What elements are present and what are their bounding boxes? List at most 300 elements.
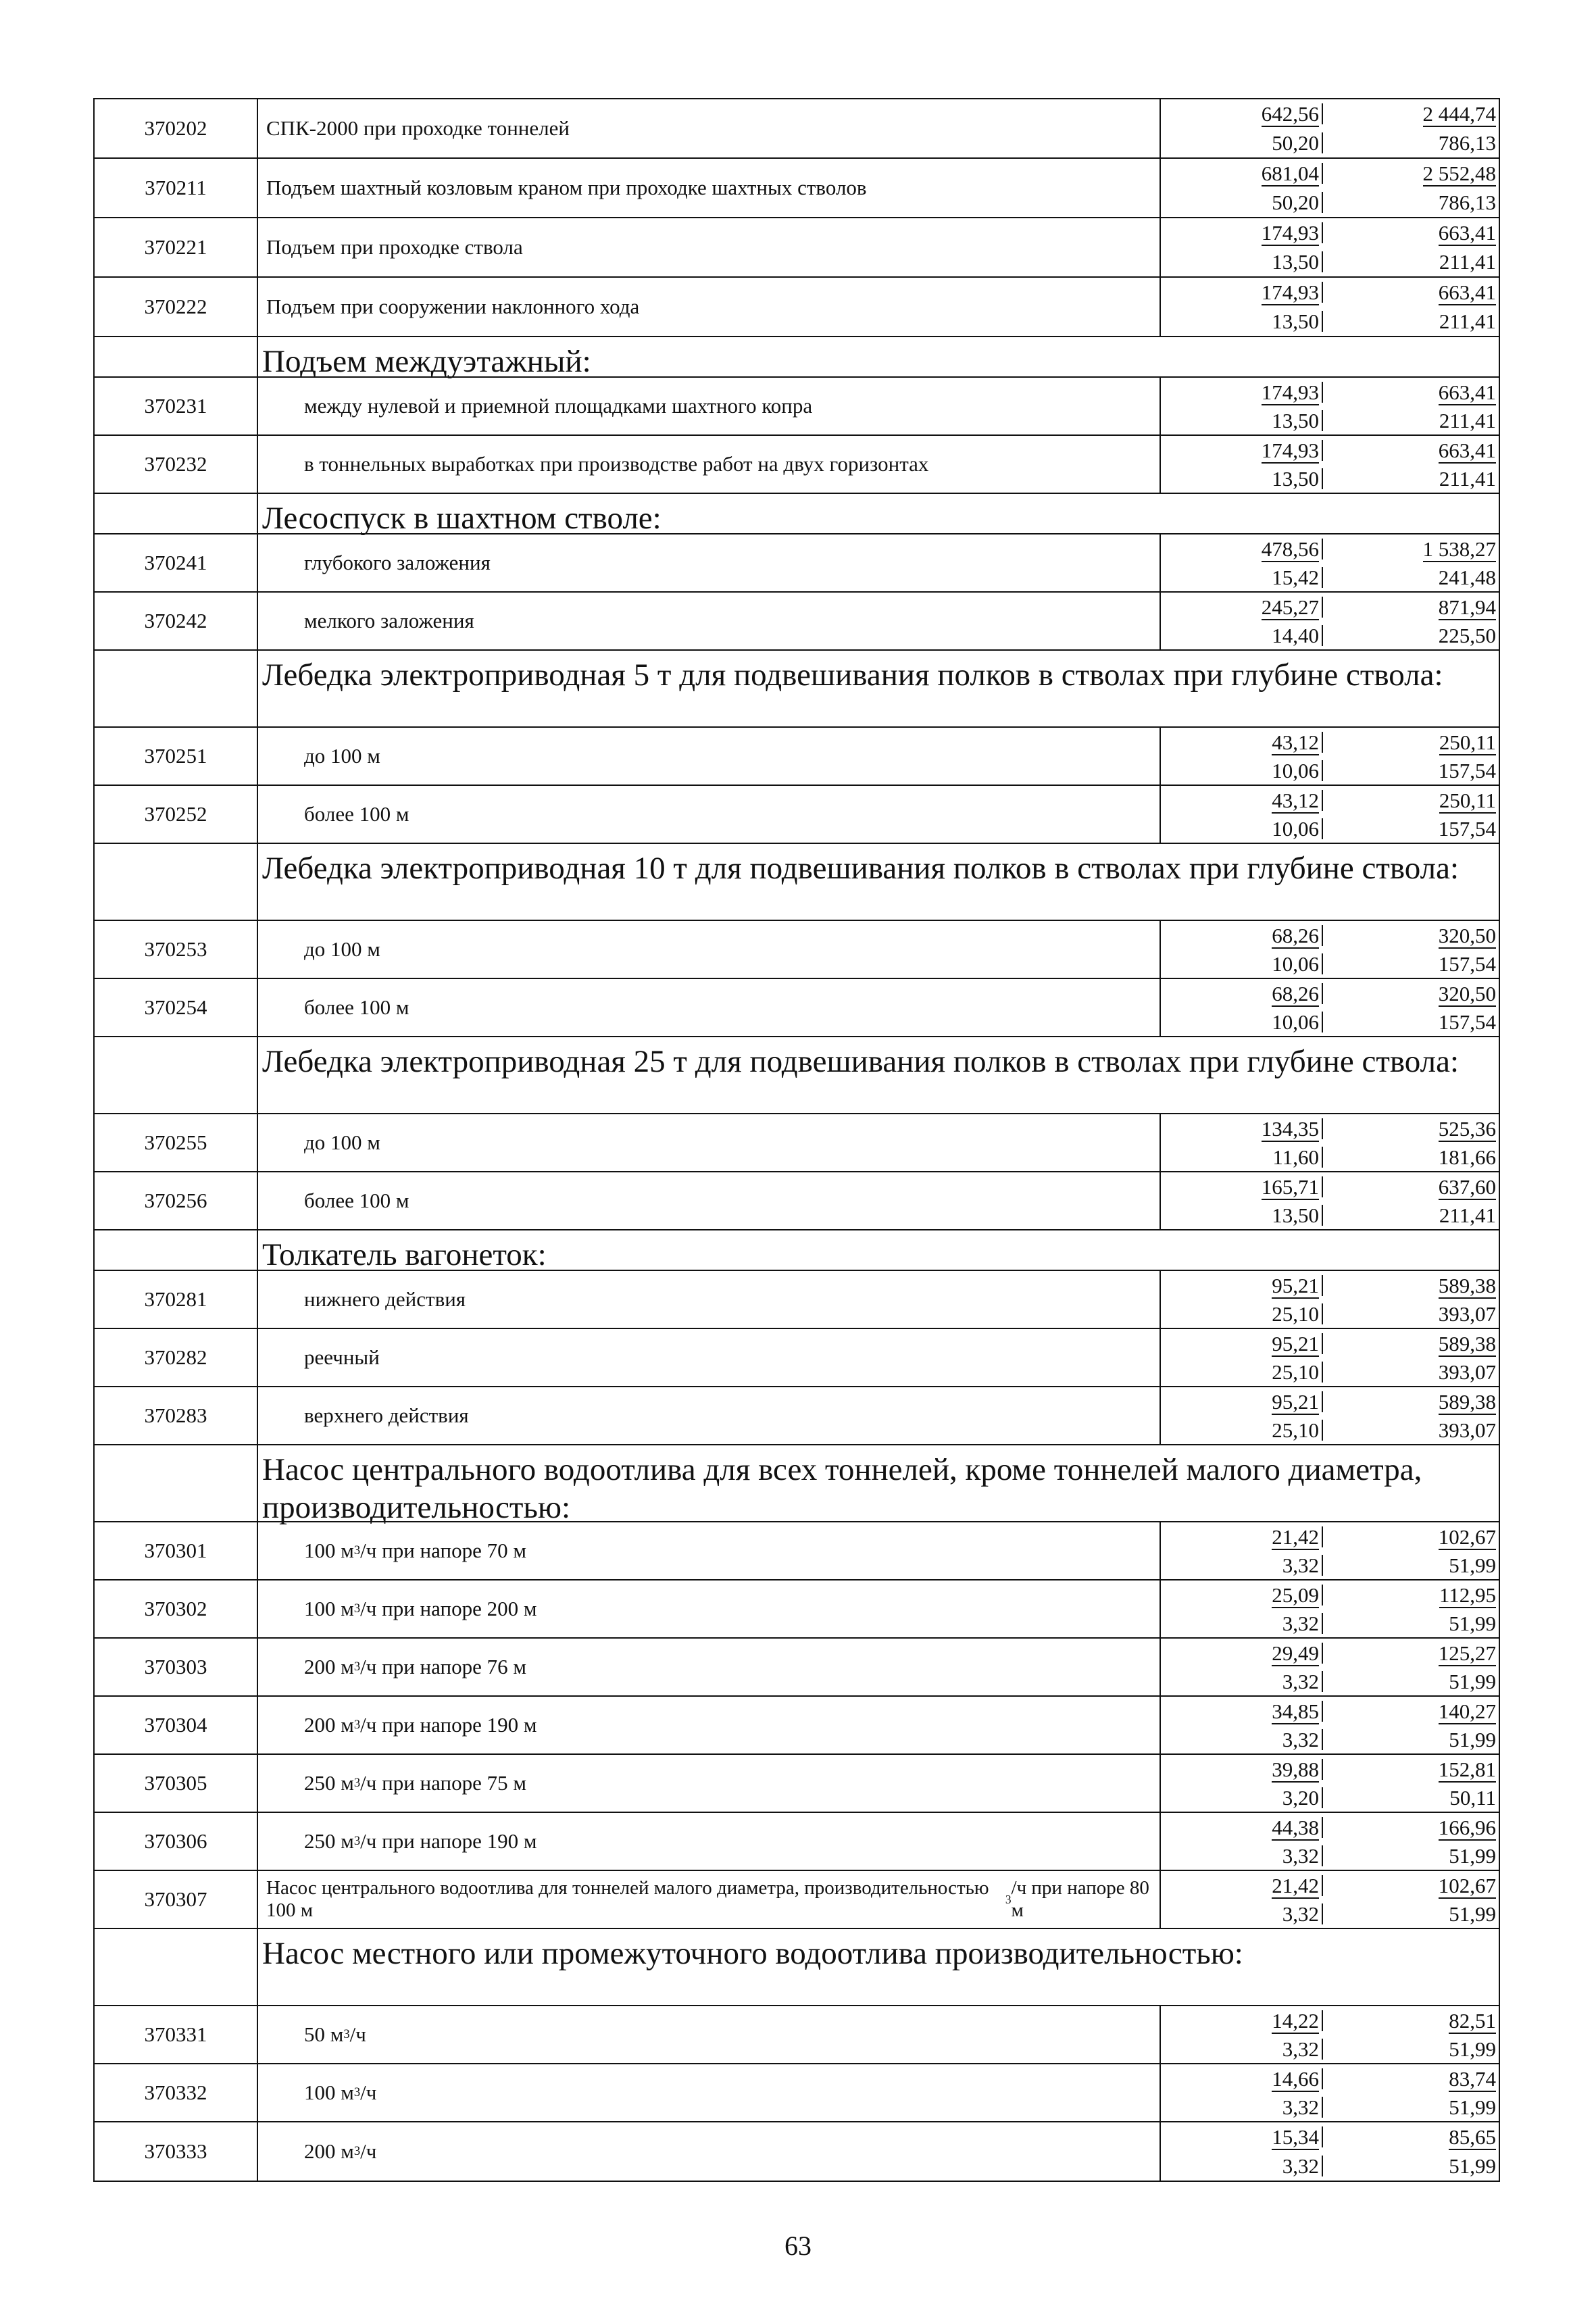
- row-name: нижнего действия: [258, 1271, 1161, 1328]
- value-c: [1323, 732, 1499, 753]
- value-c: [1323, 1275, 1499, 1296]
- row-name: в тоннельных выработках при производстве работ на двух горизонтах: [258, 436, 1161, 493]
- table-row: [95, 1271, 1499, 1329]
- value-text: 241,48: [1438, 565, 1496, 589]
- value-text: 51,99: [1449, 2037, 1496, 2061]
- value-text: 3,20: [1282, 1785, 1319, 1810]
- table-row: [95, 436, 1499, 494]
- value-text: 663,41: [1438, 280, 1496, 304]
- value-a: [1161, 732, 1323, 753]
- row-values: [1161, 218, 1499, 276]
- value-text: 102,67: [1438, 1873, 1496, 1897]
- row-code: 370222: [95, 278, 258, 336]
- value-text: 51,99: [1449, 1727, 1496, 1751]
- value-c: [1323, 597, 1499, 618]
- row-code: 370301: [95, 1522, 258, 1579]
- value-text: 13,50: [1272, 250, 1319, 274]
- value-d: [1323, 2039, 1499, 2060]
- value-c: [1323, 2126, 1499, 2147]
- section-heading: Лесоспуск в шахтном стволе:: [257, 494, 1499, 533]
- value-d: [1323, 1903, 1499, 1924]
- value-text: 3,32: [1282, 1669, 1319, 1693]
- value-d: [1323, 2097, 1499, 2118]
- section-heading-row: [95, 1929, 1499, 2006]
- value-b: [1161, 311, 1323, 332]
- value-text: 174,93: [1261, 438, 1319, 462]
- value-text: 50,20: [1272, 191, 1319, 214]
- value-a: [1161, 1817, 1323, 1838]
- empty-code-cell: [95, 651, 257, 726]
- value-text: 157,54: [1438, 758, 1496, 782]
- row-code: 370231: [95, 378, 258, 434]
- value-text: 637,60: [1438, 1174, 1496, 1199]
- value-text: 51,99: [1449, 1669, 1496, 1693]
- value-c: [1323, 1585, 1499, 1605]
- section-heading: Подъем междуэтажный:: [257, 337, 1499, 376]
- section-heading: Лебедка электроприводная 10 т для подвешивания полков в стволах при глубине ствола:: [257, 844, 1499, 920]
- row-code: 370281: [95, 1271, 258, 1328]
- row-name: 100 м 3 /ч: [258, 2064, 1161, 2121]
- table-row: [95, 1639, 1499, 1697]
- row-name: более 100 м: [258, 786, 1161, 843]
- value-text: 786,13: [1438, 131, 1496, 155]
- value-text: 15,34: [1272, 2125, 1319, 2149]
- table-row: [95, 2122, 1499, 2181]
- value-c: [1323, 382, 1499, 403]
- value-text: 3,32: [1282, 2154, 1319, 2178]
- value-a: [1161, 282, 1323, 303]
- value-d: [1323, 1845, 1499, 1866]
- value-c: [1323, 440, 1499, 461]
- value-text: 83,74: [1449, 2066, 1496, 2091]
- value-text: 393,07: [1438, 1418, 1496, 1442]
- row-values: [1161, 534, 1499, 591]
- value-b: [1161, 410, 1323, 431]
- value-text: 15,42: [1272, 565, 1319, 589]
- table-row: [95, 921, 1499, 979]
- value-d: [1323, 1362, 1499, 1383]
- value-text: 51,99: [1449, 2095, 1496, 2119]
- row-code: 370304: [95, 1697, 258, 1753]
- row-code: 370202: [95, 99, 258, 157]
- row-values: [1161, 1114, 1499, 1171]
- table-row: [95, 278, 1499, 337]
- row-name: Подъем при сооружении наклонного хода: [258, 278, 1161, 336]
- table-row: [95, 1522, 1499, 1580]
- value-d: [1323, 1205, 1499, 1226]
- value-text: 393,07: [1438, 1301, 1496, 1326]
- value-a: [1161, 2010, 1323, 2031]
- value-text: 51,99: [1449, 1843, 1496, 1868]
- row-code: 370221: [95, 218, 258, 276]
- table-row: [95, 1329, 1499, 1387]
- value-text: 13,50: [1272, 466, 1319, 491]
- value-text: 14,66: [1272, 2066, 1319, 2091]
- row-values: [1161, 378, 1499, 434]
- row-values: [1161, 1329, 1499, 1386]
- value-text: 250,11: [1439, 730, 1496, 754]
- value-text: 663,41: [1438, 221, 1496, 245]
- value-c: [1323, 790, 1499, 811]
- value-text: 152,81: [1438, 1757, 1496, 1781]
- value-b: [1161, 251, 1323, 272]
- table-row: [95, 1387, 1499, 1445]
- value-text: 211,41: [1439, 408, 1496, 432]
- value-text: 3,32: [1282, 2037, 1319, 2061]
- row-code: 370211: [95, 159, 258, 217]
- value-text: 3,32: [1282, 1843, 1319, 1868]
- page-number: 63: [784, 2231, 812, 2261]
- value-text: 250,11: [1439, 788, 1496, 812]
- row-name: более 100 м: [258, 979, 1161, 1036]
- value-text: 589,38: [1438, 1389, 1496, 1414]
- value-text: 43,12: [1272, 730, 1319, 754]
- value-b: [1161, 1205, 1323, 1226]
- row-name: СПК-2000 при проходке тоннелей: [258, 99, 1161, 157]
- value-text: 2 444,74: [1422, 102, 1496, 126]
- value-a: [1161, 790, 1323, 811]
- row-code: 370255: [95, 1114, 258, 1171]
- value-d: [1323, 2156, 1499, 2176]
- value-c: [1323, 1759, 1499, 1780]
- value-c: [1323, 2010, 1499, 2031]
- row-name: до 100 м: [258, 921, 1161, 978]
- row-name: 200 м 3 /ч при напоре 190 м: [258, 1697, 1161, 1753]
- value-text: 663,41: [1438, 380, 1496, 404]
- row-name: 100 м 3 /ч при напоре 70 м: [258, 1522, 1161, 1579]
- value-text: 13,50: [1272, 309, 1319, 333]
- table-row: [95, 1813, 1499, 1871]
- value-text: 51,99: [1449, 1901, 1496, 1926]
- value-text: 211,41: [1439, 250, 1496, 274]
- value-b: [1161, 1613, 1323, 1634]
- value-d: [1323, 1613, 1499, 1634]
- value-b: [1161, 818, 1323, 839]
- row-values: [1161, 2064, 1499, 2121]
- value-text: 525,36: [1438, 1116, 1496, 1141]
- value-a: [1161, 1176, 1323, 1197]
- value-d: [1323, 1555, 1499, 1576]
- row-values: [1161, 278, 1499, 336]
- value-b: [1161, 1362, 1323, 1383]
- row-values: [1161, 436, 1499, 493]
- value-text: 320,50: [1438, 981, 1496, 1005]
- row-code: 370306: [95, 1813, 258, 1870]
- row-values: [1161, 593, 1499, 649]
- empty-code-cell: [95, 844, 257, 920]
- section-heading-row: [95, 844, 1499, 921]
- section-heading-row: [95, 337, 1499, 378]
- value-a: [1161, 163, 1323, 184]
- row-name: до 100 м: [258, 728, 1161, 785]
- value-text: 165,71: [1261, 1174, 1319, 1199]
- value-text: 3,32: [1282, 1553, 1319, 1577]
- value-text: 3,32: [1282, 1727, 1319, 1751]
- row-code: 370283: [95, 1387, 258, 1444]
- value-text: 13,50: [1272, 408, 1319, 432]
- value-a: [1161, 1759, 1323, 1780]
- value-a: [1161, 1333, 1323, 1354]
- value-c: [1323, 925, 1499, 946]
- value-text: 13,50: [1272, 1203, 1319, 1227]
- row-code: 370241: [95, 534, 258, 591]
- value-d: [1323, 818, 1499, 839]
- value-text: 51,99: [1449, 1611, 1496, 1635]
- value-text: 14,22: [1272, 2008, 1319, 2033]
- value-d: [1323, 1787, 1499, 1808]
- row-values: [1161, 921, 1499, 978]
- value-text: 642,56: [1261, 102, 1319, 126]
- value-d: [1323, 468, 1499, 489]
- value-text: 34,85: [1272, 1699, 1319, 1723]
- value-text: 589,38: [1438, 1331, 1496, 1355]
- row-code: 370333: [95, 2122, 258, 2181]
- value-text: 3,32: [1282, 1901, 1319, 1926]
- value-d: [1323, 410, 1499, 431]
- row-name: 200 м 3 /ч: [258, 2122, 1161, 2181]
- row-name: реечный: [258, 1329, 1161, 1386]
- value-text: 871,94: [1438, 595, 1496, 619]
- value-text: 140,27: [1438, 1699, 1496, 1723]
- value-text: 3,32: [1282, 1611, 1319, 1635]
- value-c: [1323, 539, 1499, 559]
- rates-table: [93, 98, 1500, 2182]
- value-d: [1323, 192, 1499, 213]
- value-text: 211,41: [1439, 466, 1496, 491]
- row-name: 50 м 3 /ч: [258, 2006, 1161, 2063]
- value-text: 663,41: [1438, 438, 1496, 462]
- empty-code-cell: [95, 494, 257, 533]
- value-text: 211,41: [1439, 1203, 1496, 1227]
- value-text: 225,50: [1438, 623, 1496, 647]
- value-text: 43,12: [1272, 788, 1319, 812]
- value-text: 25,10: [1272, 1301, 1319, 1326]
- row-name: более 100 м: [258, 1172, 1161, 1229]
- value-text: 85,65: [1449, 2125, 1496, 2149]
- value-c: [1323, 282, 1499, 303]
- table-row: [95, 2064, 1499, 2122]
- empty-code-cell: [95, 1929, 257, 2005]
- value-a: [1161, 539, 1323, 559]
- row-values: [1161, 1580, 1499, 1637]
- value-b: [1161, 953, 1323, 974]
- section-heading-row: [95, 1445, 1499, 1525]
- value-text: 112,95: [1439, 1583, 1496, 1607]
- table-row: [95, 99, 1499, 159]
- table-row: [95, 1172, 1499, 1230]
- value-text: 157,54: [1438, 951, 1496, 976]
- value-a: [1161, 983, 1323, 1004]
- value-text: 21,42: [1272, 1524, 1319, 1549]
- value-text: 1 538,27: [1422, 537, 1496, 561]
- row-name: 250 м 3 /ч при напоре 75 м: [258, 1755, 1161, 1812]
- section-heading: Лебедка электроприводная 5 т для подвешивания полков в стволах при глубине ствола:: [257, 651, 1499, 726]
- value-d: [1323, 1420, 1499, 1441]
- value-c: [1323, 1526, 1499, 1547]
- value-a: [1161, 597, 1323, 618]
- value-d: [1323, 1012, 1499, 1032]
- value-a: [1161, 103, 1323, 124]
- row-values: [1161, 99, 1499, 157]
- value-d: [1323, 311, 1499, 332]
- value-c: [1323, 1875, 1499, 1896]
- table-row: [95, 1580, 1499, 1639]
- value-c: [1323, 983, 1499, 1004]
- value-b: [1161, 2039, 1323, 2060]
- value-text: 50,20: [1272, 131, 1319, 155]
- value-text: 10,06: [1272, 758, 1319, 782]
- value-b: [1161, 1787, 1323, 1808]
- value-d: [1323, 953, 1499, 974]
- value-text: 211,41: [1439, 309, 1496, 333]
- value-d: [1323, 567, 1499, 588]
- row-values: [1161, 2122, 1499, 2181]
- table-row: [95, 786, 1499, 844]
- row-values: [1161, 979, 1499, 1036]
- value-d: [1323, 1729, 1499, 1750]
- row-values: [1161, 1271, 1499, 1328]
- value-text: 393,07: [1438, 1360, 1496, 1384]
- row-code: 370303: [95, 1639, 258, 1695]
- value-b: [1161, 1671, 1323, 1692]
- row-code: 370331: [95, 2006, 258, 2063]
- row-name: верхнего действия: [258, 1387, 1161, 1444]
- value-b: [1161, 625, 1323, 646]
- value-d: [1323, 132, 1499, 153]
- value-text: 157,54: [1438, 816, 1496, 841]
- value-b: [1161, 2097, 1323, 2118]
- table-row: [95, 2006, 1499, 2064]
- value-text: 95,21: [1272, 1331, 1319, 1355]
- row-code: 370305: [95, 1755, 258, 1812]
- value-text: 21,42: [1272, 1873, 1319, 1897]
- row-values: [1161, 786, 1499, 843]
- row-name: Подъем шахтный козловым краном при проходке шахтных стволов: [258, 159, 1161, 217]
- value-a: [1161, 1391, 1323, 1412]
- row-values: [1161, 1871, 1499, 1928]
- empty-code-cell: [95, 1445, 257, 1521]
- value-text: 82,51: [1449, 2008, 1496, 2033]
- value-text: 10,06: [1272, 816, 1319, 841]
- row-name: Насос центрального водоотлива для тоннелей малого диаметра, производительностью 100 м 3 /ч при напоре 80 м: [258, 1871, 1161, 1928]
- row-code: 370252: [95, 786, 258, 843]
- value-text: 25,09: [1272, 1583, 1319, 1607]
- section-heading: Толкатель вагонеток:: [257, 1230, 1499, 1270]
- value-c: [1323, 1391, 1499, 1412]
- section-heading-row: [95, 1230, 1499, 1271]
- row-code: 370253: [95, 921, 258, 978]
- value-a: [1161, 1643, 1323, 1664]
- value-b: [1161, 132, 1323, 153]
- value-b: [1161, 1903, 1323, 1924]
- value-b: [1161, 2156, 1323, 2176]
- row-code: 370256: [95, 1172, 258, 1229]
- value-text: 245,27: [1261, 595, 1319, 619]
- value-text: 68,26: [1272, 981, 1319, 1005]
- value-c: [1323, 1118, 1499, 1139]
- value-text: 681,04: [1261, 161, 1319, 185]
- value-text: 25,10: [1272, 1360, 1319, 1384]
- empty-code-cell: [95, 337, 257, 376]
- value-a: [1161, 1275, 1323, 1296]
- value-b: [1161, 567, 1323, 588]
- row-values: [1161, 1813, 1499, 1870]
- value-text: 174,93: [1261, 221, 1319, 245]
- value-text: 10,06: [1272, 1010, 1319, 1034]
- value-text: 10,06: [1272, 951, 1319, 976]
- table-row: [95, 979, 1499, 1037]
- value-text: 14,40: [1272, 623, 1319, 647]
- value-c: [1323, 1701, 1499, 1722]
- value-d: [1323, 760, 1499, 781]
- value-text: 166,96: [1438, 1815, 1496, 1839]
- value-c: [1323, 1817, 1499, 1838]
- value-text: 50,11: [1449, 1785, 1496, 1810]
- value-a: [1161, 440, 1323, 461]
- table-row: [95, 1755, 1499, 1813]
- value-a: [1161, 382, 1323, 403]
- table-row: [95, 1114, 1499, 1172]
- row-code: 370242: [95, 593, 258, 649]
- section-heading-row: [95, 494, 1499, 534]
- value-d: [1323, 1303, 1499, 1324]
- value-a: [1161, 1875, 1323, 1896]
- value-text: 68,26: [1272, 923, 1319, 947]
- value-b: [1161, 1729, 1323, 1750]
- empty-code-cell: [95, 1037, 257, 1113]
- value-a: [1161, 222, 1323, 243]
- value-text: 174,93: [1261, 380, 1319, 404]
- value-text: 478,56: [1261, 537, 1319, 561]
- table-row: [95, 534, 1499, 593]
- value-b: [1161, 1420, 1323, 1441]
- value-d: [1323, 1147, 1499, 1168]
- value-c: [1323, 222, 1499, 243]
- table-row: [95, 1871, 1499, 1929]
- value-d: [1323, 1671, 1499, 1692]
- row-values: [1161, 1522, 1499, 1579]
- value-text: 320,50: [1438, 923, 1496, 947]
- value-text: 39,88: [1272, 1757, 1319, 1781]
- value-text: 51,99: [1449, 2154, 1496, 2178]
- section-heading-row: [95, 1037, 1499, 1114]
- value-c: [1323, 103, 1499, 124]
- row-code: 370307: [95, 1871, 258, 1928]
- value-a: [1161, 1585, 1323, 1605]
- row-values: [1161, 1387, 1499, 1444]
- row-values: [1161, 2006, 1499, 2063]
- empty-code-cell: [95, 1230, 257, 1270]
- row-code: 370332: [95, 2064, 258, 2121]
- value-a: [1161, 1118, 1323, 1139]
- value-c: [1323, 1176, 1499, 1197]
- value-text: 95,21: [1272, 1389, 1319, 1414]
- row-code: 370302: [95, 1580, 258, 1637]
- value-d: [1323, 625, 1499, 646]
- value-b: [1161, 192, 1323, 213]
- value-a: [1161, 1701, 1323, 1722]
- row-code: 370282: [95, 1329, 258, 1386]
- value-b: [1161, 1845, 1323, 1866]
- section-heading: Лебедка электроприводная 25 т для подвешивания полков в стволах при глубине ствола:: [257, 1037, 1499, 1113]
- row-values: [1161, 728, 1499, 785]
- value-a: [1161, 2068, 1323, 2089]
- row-code: 370232: [95, 436, 258, 493]
- value-b: [1161, 1147, 1323, 1168]
- value-text: 3,32: [1282, 2095, 1319, 2119]
- value-text: 11,60: [1272, 1145, 1319, 1169]
- value-c: [1323, 163, 1499, 184]
